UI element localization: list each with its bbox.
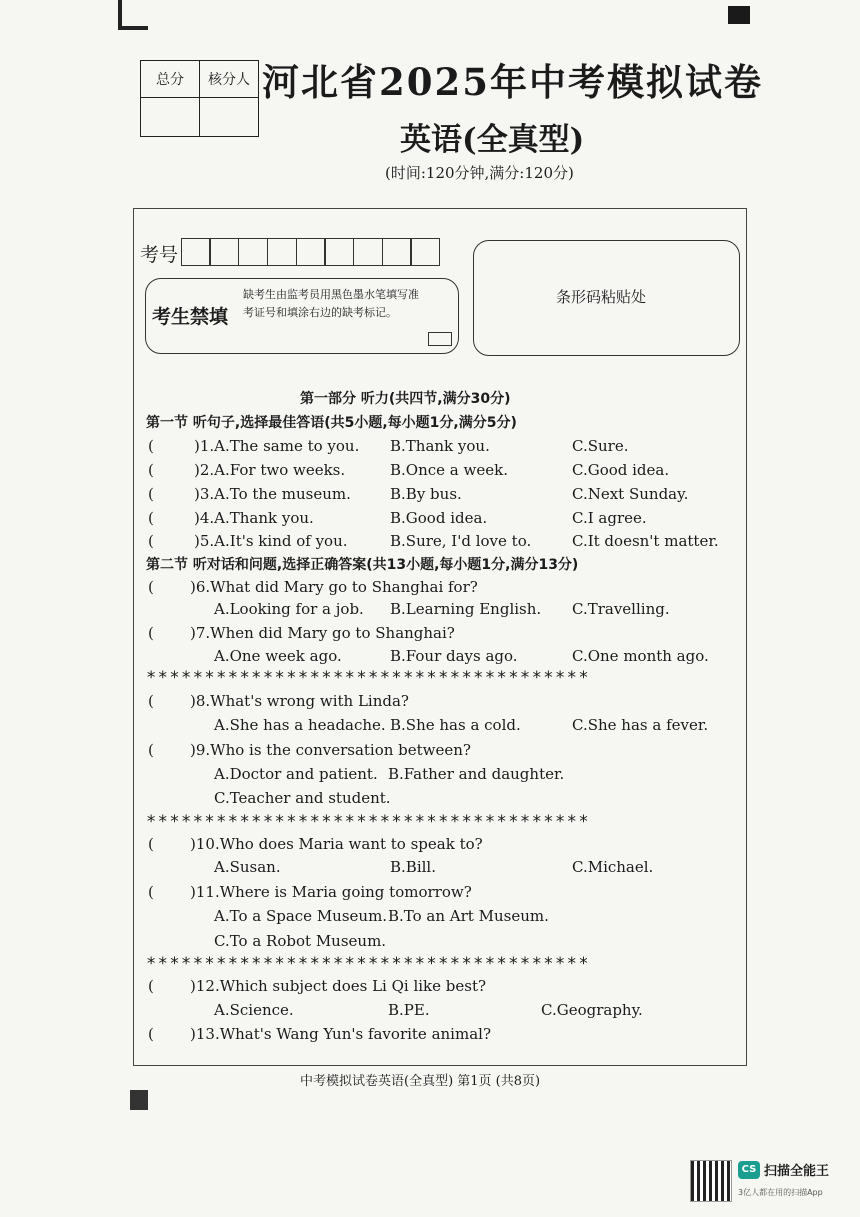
option-a: A.To a Space Museum. xyxy=(214,907,388,925)
option-b: B.By bus. xyxy=(390,485,462,503)
option-b: B.Bill. xyxy=(390,858,436,876)
option-b: B.To an Art Museum. xyxy=(388,907,549,925)
part-title: 第一部分 听力(共四节,满分30分) xyxy=(300,391,511,407)
option-b: B.Good idea. xyxy=(390,509,488,527)
answer-paren: ( xyxy=(148,977,154,995)
option-c: C.Good idea. xyxy=(572,461,670,479)
score-table xyxy=(140,60,259,137)
candidate-forbid-text: 缺考生由监考员用黑色墨水笔填写准考证号和填涂右边的缺考标记。 xyxy=(243,288,419,319)
option-a: A.One week ago. xyxy=(214,647,342,665)
question-stem: )5.A.It's kind of you. xyxy=(194,532,348,550)
question-stem: )11.Where is Maria going tomorrow? xyxy=(190,883,472,901)
option-c: C.She has a fever. xyxy=(572,716,709,734)
option-a: A.Looking for a job. xyxy=(214,600,364,618)
question-stem: )8.What's wrong with Linda? xyxy=(190,692,409,710)
option-c: C.I agree. xyxy=(572,509,647,527)
option-c: C.Next Sunday. xyxy=(572,485,689,503)
option-b: B.She has a cold. xyxy=(390,716,521,734)
scanner-name: 扫描全能王 xyxy=(764,1164,830,1179)
alignment-mark xyxy=(130,1090,148,1110)
answer-paren: ( xyxy=(148,741,154,759)
option-b: B.Four days ago. xyxy=(390,647,518,665)
scanner-tagline: 3亿人都在用的扫描App xyxy=(738,1188,823,1197)
option-c: C.To a Robot Museum. xyxy=(214,932,387,950)
option-c: C.One month ago. xyxy=(572,647,709,665)
checker-label: 核分人 xyxy=(200,61,259,98)
question-stem: )4.A.Thank you. xyxy=(194,509,314,527)
qr-code-icon xyxy=(690,1160,732,1202)
answer-paren: ( xyxy=(148,437,154,455)
exam-number-box xyxy=(267,238,297,266)
option-c: C.Teacher and student. xyxy=(214,789,391,807)
option-c: C.Michael. xyxy=(572,858,654,876)
absent-mark-box xyxy=(428,332,452,346)
separator-stars: ************************************** xyxy=(146,668,591,688)
scanner-logo: CS xyxy=(738,1161,760,1179)
total-score-cell xyxy=(141,98,200,137)
exam-number-box xyxy=(324,238,354,266)
separator-stars: ************************************** xyxy=(146,954,591,974)
page-footer: 中考模拟试卷英语(全真型) 第1页 (共8页) xyxy=(300,1074,541,1089)
answer-paren: ( xyxy=(148,578,154,596)
total-score-label: 总分 xyxy=(141,61,200,98)
answer-paren: ( xyxy=(148,509,154,527)
exam-number-box xyxy=(296,238,326,266)
option-c: C.It doesn't matter. xyxy=(572,532,719,550)
option-b: B.Thank you. xyxy=(390,437,490,455)
answer-paren: ( xyxy=(148,532,154,550)
option-a: A.Doctor and patient. xyxy=(214,765,378,783)
option-a: A.Susan. xyxy=(214,858,281,876)
exam-number-boxes xyxy=(182,238,440,266)
section-title: 第二节 听对话和问题,选择正确答案(共13小题,每小题1分,满分13分) xyxy=(146,557,579,573)
corner-mark xyxy=(728,6,750,24)
page-title: 河北省2025年中考模拟试卷 xyxy=(262,60,763,104)
exam-number-box xyxy=(181,238,211,266)
answer-paren: ( xyxy=(148,624,154,642)
exam-number-box xyxy=(382,238,412,266)
answer-paren: ( xyxy=(148,692,154,710)
question-stem: )9.Who is the conversation between? xyxy=(190,741,471,759)
question-stem: )7.When did Mary go to Shanghai? xyxy=(190,624,455,642)
question-stem: )13.What's Wang Yun's favorite animal? xyxy=(190,1025,491,1043)
barcode-label: 条形码粘贴处 xyxy=(556,288,647,306)
question-stem: )6.What did Mary go to Shanghai for? xyxy=(190,578,478,596)
corner-mark xyxy=(118,0,148,30)
exam-number-box xyxy=(410,238,440,266)
answer-paren: ( xyxy=(148,835,154,853)
question-stem: )2.A.For two weeks. xyxy=(194,461,346,479)
option-b: B.Sure, I'd love to. xyxy=(390,532,532,550)
question-stem: )1.A.The same to you. xyxy=(194,437,360,455)
exam-number-box xyxy=(238,238,268,266)
page-subtitle: 英语(全真型) xyxy=(400,122,585,158)
option-a: A.Science. xyxy=(214,1001,294,1019)
option-a: A.She has a headache. xyxy=(214,716,386,734)
option-c: C.Sure. xyxy=(572,437,629,455)
option-b: B.Once a week. xyxy=(390,461,508,479)
option-b: B.Learning English. xyxy=(390,600,542,618)
section-title: 第一节 听句子,选择最佳答语(共5小题,每小题1分,满分5分) xyxy=(146,415,517,431)
candidate-forbid-label: 考生禁填 xyxy=(152,306,229,328)
checker-cell xyxy=(200,98,259,137)
question-stem: )12.Which subject does Li Qi like best? xyxy=(190,977,487,995)
exam-number-box xyxy=(353,238,383,266)
question-stem: )3.A.To the museum. xyxy=(194,485,351,503)
exam-number-box xyxy=(209,238,239,266)
answer-paren: ( xyxy=(148,461,154,479)
option-b: B.Father and daughter. xyxy=(388,765,565,783)
separator-stars: ************************************** xyxy=(146,812,591,832)
option-b: B.PE. xyxy=(388,1001,430,1019)
answer-paren: ( xyxy=(148,485,154,503)
exam-number-label: 考号 xyxy=(140,244,179,266)
option-c: C.Geography. xyxy=(541,1001,643,1019)
question-stem: )10.Who does Maria want to speak to? xyxy=(190,835,483,853)
time-note: (时间:120分钟,满分:120分) xyxy=(385,164,574,182)
answer-paren: ( xyxy=(148,883,154,901)
option-c: C.Travelling. xyxy=(572,600,670,618)
answer-paren: ( xyxy=(148,1025,154,1043)
